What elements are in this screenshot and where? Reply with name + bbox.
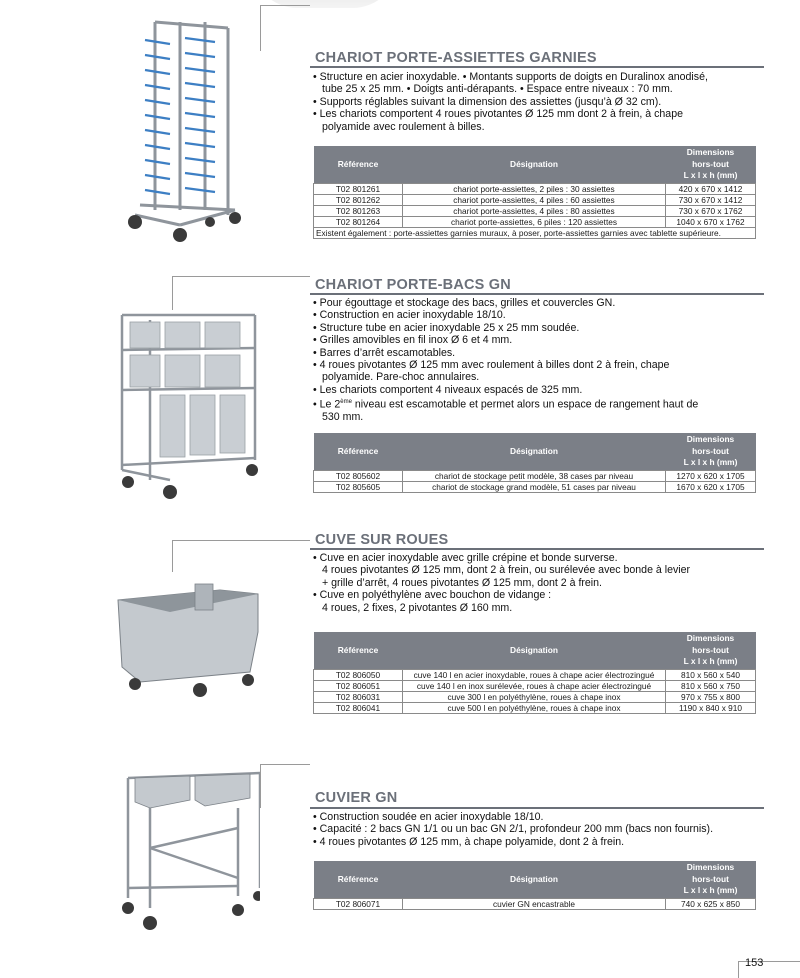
cell-dimensions: 810 x 560 x 750	[666, 680, 756, 691]
title-rule	[310, 807, 764, 809]
table-row	[314, 691, 756, 702]
bullet-line: 4 roues pivotantes Ø 125 mm, dont 2 à frein, ou surélevée avec bonde à levier	[322, 564, 691, 577]
header-reference: Référence	[314, 632, 403, 669]
cell-reference: T02 801262	[314, 194, 403, 205]
page-number: 153	[745, 957, 764, 969]
bullet-line: 4 roues, 2 fixes, 2 pivotantes Ø 160 mm.	[322, 601, 513, 614]
bullet-line: • Cuve en acier inoxydable avec grille crépine et bonde surverse.	[313, 552, 618, 564]
bullet-line: • 4 roues pivotantes Ø 125 mm avec roulement à billes dont 2 à frein, chape	[313, 359, 670, 372]
bullet-line: • Barres d’arrêt escamotables.	[313, 346, 456, 359]
bullet-list	[313, 811, 763, 848]
cell-dimensions: 970 x 755 x 800	[666, 691, 756, 702]
cell-dimensions: 1270 x 620 x 1705	[666, 470, 756, 481]
bullet-list	[313, 552, 763, 614]
table-note: Existent également : porte-assiettes garnies muraux, à poser, porte-assiettes garnies avec tablette supérieure.	[314, 227, 756, 238]
cell-dimensions: 730 x 670 x 1762	[666, 205, 756, 216]
bullet-line: • Les chariots comportent 4 roues pivotantes Ø 125 mm dont 2 à frein, à chape	[313, 108, 683, 121]
table-row	[314, 481, 756, 492]
cell-dimensions: 1190 x 840 x 910	[666, 702, 756, 713]
cell-reference: T02 806031	[314, 691, 403, 702]
cell-designation: chariot de stockage petit modèle, 38 cases par niveau	[403, 470, 666, 481]
section-title: CUVIER GN	[315, 790, 398, 806]
bullet-line: • Les chariots comportent 4 niveaux espacés de 325 mm.	[313, 383, 583, 396]
section-title: CUVE SUR ROUES	[315, 532, 449, 548]
cell-designation: chariot porte-assiettes, 2 piles : 30 assiettes	[403, 183, 666, 194]
cell-dimensions: 810 x 560 x 540	[666, 669, 756, 680]
gn-pan-rack-photo	[110, 310, 260, 510]
table-header	[314, 146, 756, 183]
bullet-line: tube 25 x 25 mm. • Doigts anti-dérapants. • Espace entre niveaux : 70 mm.	[322, 83, 673, 96]
header-dimensions: Dimensions hors-tout L x l x h (mm)	[666, 146, 756, 183]
section-title: CHARIOT PORTE-ASSIETTES GARNIES	[315, 50, 597, 66]
tank-on-wheels-photo	[110, 572, 260, 697]
cell-designation: chariot porte-assiettes, 6 piles : 120 assiettes	[403, 216, 666, 227]
bullet-line: polyamide avec roulement à billes.	[322, 120, 485, 133]
table-row	[314, 898, 756, 909]
header-dimensions: Dimensions hors-tout L x l x h (mm)	[666, 632, 756, 669]
header-reference: Référence	[314, 146, 403, 183]
table-row	[314, 680, 756, 691]
table-row	[314, 194, 756, 205]
cell-reference: T02 806051	[314, 680, 403, 691]
header-designation: Désignation	[403, 433, 666, 470]
spec-table	[313, 861, 756, 910]
cell-designation: chariot de stockage grand modèle, 51 cases par niveau	[403, 481, 666, 492]
cell-dimensions: 730 x 670 x 1412	[666, 194, 756, 205]
header-designation: Désignation	[403, 632, 666, 669]
bullet-line: polyamide. Pare-choc annulaires.	[322, 371, 480, 384]
cell-designation: cuve 140 l en acier inoxydable, roues à chape acier électrozingué	[403, 669, 666, 680]
bullet-line: • Le 2ème niveau est escamotable et permet alors un espace de rangement haut de	[313, 398, 699, 411]
plate-trolley-photo	[110, 10, 260, 245]
cell-dimensions: 1670 x 620 x 1705	[666, 481, 756, 492]
table-row	[314, 702, 756, 713]
cell-dimensions: 420 x 670 x 1412	[666, 183, 756, 194]
bullet-line: • Construction en acier inoxydable 18/10.	[313, 309, 506, 322]
cell-reference: T02 805605	[314, 481, 403, 492]
table-header	[314, 632, 756, 669]
section-gn-pan-rack	[0, 255, 800, 510]
header-reference: Référence	[314, 433, 403, 470]
header-dimensions: Dimensions hors-tout L x l x h (mm)	[666, 433, 756, 470]
title-rule	[310, 66, 764, 68]
header-reference: Référence	[314, 861, 403, 898]
table-row	[314, 183, 756, 194]
cell-dimensions: 1040 x 670 x 1762	[666, 216, 756, 227]
spec-table	[313, 146, 756, 239]
spec-table	[313, 632, 756, 714]
header-dimensions: Dimensions hors-tout L x l x h (mm)	[666, 861, 756, 898]
header-designation: Désignation	[403, 861, 666, 898]
cell-reference: T02 806050	[314, 669, 403, 680]
bullet-list	[313, 71, 763, 133]
title-rule	[310, 293, 764, 295]
gn-tub-stand-photo	[110, 768, 260, 938]
table-header	[314, 433, 756, 470]
bullet-line: • Pour égouttage et stockage des bacs, grilles et couvercles GN.	[313, 297, 616, 309]
bullet-line: • 4 roues pivotantes Ø 125 mm, à chape polyamide, dont 2 à frein.	[313, 835, 625, 848]
bullet-line: • Construction soudée en acier inoxydable 18/10.	[313, 811, 544, 823]
cell-reference: T02 806071	[314, 898, 403, 909]
bullet-line: • Structure en acier inoxydable. • Montants supports de doigts en Duralinox anodisé,	[313, 71, 708, 83]
table-header	[314, 861, 756, 898]
cell-designation: cuve 300 l en polyéthylène, roues à chape inox	[403, 691, 666, 702]
table-row	[314, 669, 756, 680]
table-row	[314, 470, 756, 481]
cell-designation: chariot porte-assiettes, 4 piles : 80 assiettes	[403, 205, 666, 216]
cell-reference: T02 805602	[314, 470, 403, 481]
section-gn-tub-stand	[0, 750, 800, 950]
bullet-line: + grille d’arrêt, 4 roues pivotantes Ø 125 mm, dont 2 à frein.	[322, 576, 602, 589]
bullet-line: • Cuve en polyéthylène avec bouchon de vidange :	[313, 589, 552, 602]
section-tank-on-wheels	[0, 510, 800, 750]
cell-designation: cuve 500 l en polyéthylène, roues à chape inox	[403, 702, 666, 713]
bullet-line: • Supports réglables suivant la dimension des assiettes (jusqu’à Ø 32 cm).	[313, 95, 662, 108]
cell-reference: T02 801261	[314, 183, 403, 194]
bullet-line: • Capacité : 2 bacs GN 1/1 ou un bac GN 2/1, profondeur 200 mm (bacs non fournis).	[313, 823, 714, 836]
cell-reference: T02 801263	[314, 205, 403, 216]
cell-designation: cuvier GN encastrable	[403, 898, 666, 909]
title-rule	[310, 548, 764, 550]
section-plate-trolley	[0, 0, 800, 255]
header-designation: Désignation	[403, 146, 666, 183]
bullet-line: 530 mm.	[322, 411, 364, 424]
cell-dimensions: 740 x 625 x 850	[666, 898, 756, 909]
bullet-list	[313, 297, 763, 424]
spec-table	[313, 433, 756, 493]
section-title: CHARIOT PORTE-BACS GN	[315, 277, 511, 293]
table-note-row	[314, 227, 756, 238]
bullet-line: • Grilles amovibles en fil inox Ø 6 et 4 mm.	[313, 334, 513, 347]
cell-designation: cuve 140 l en inox surélevée, roues à chape acier électrozingué	[403, 680, 666, 691]
table-row	[314, 216, 756, 227]
cell-designation: chariot porte-assiettes, 4 piles : 60 assiettes	[403, 194, 666, 205]
table-row	[314, 205, 756, 216]
cell-reference: T02 801264	[314, 216, 403, 227]
bullet-line: • Structure tube en acier inoxydable 25 x 25 mm soudée.	[313, 321, 580, 334]
cell-reference: T02 806041	[314, 702, 403, 713]
